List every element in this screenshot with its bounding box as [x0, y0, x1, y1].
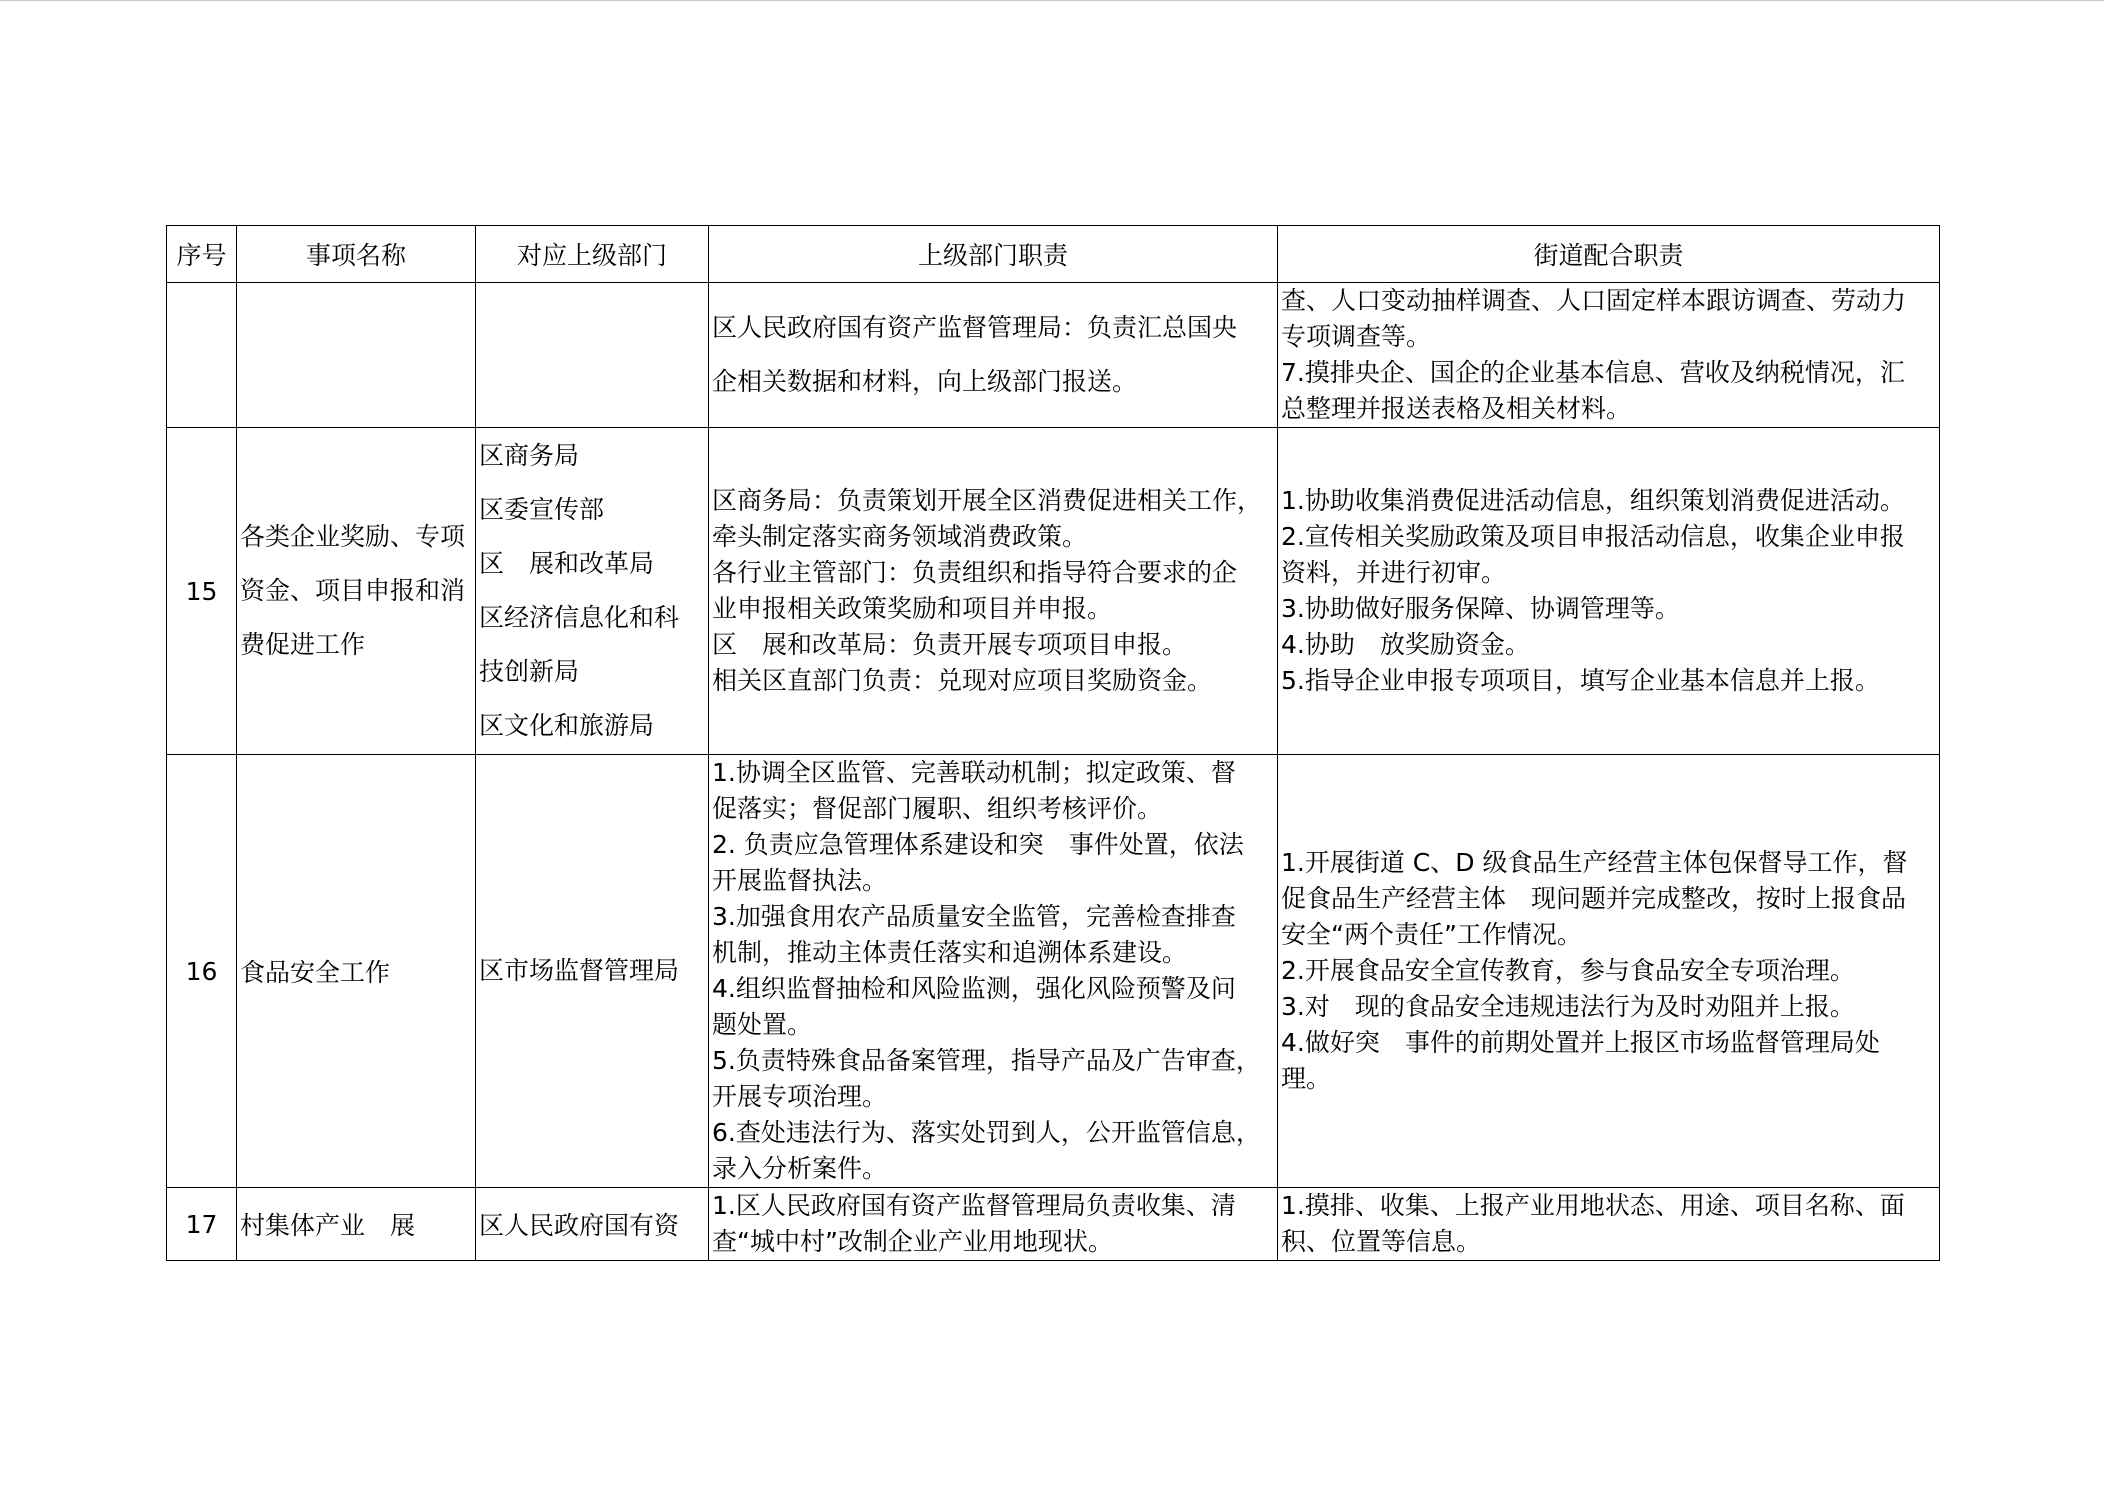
row-number: 15 — [167, 428, 237, 755]
header-upper-department: 对应上级部门 — [476, 226, 709, 283]
department-name: 区市场监督管理局 — [479, 956, 680, 985]
header-item-name: 事项名称 — [237, 226, 476, 283]
item-name: 各类企业奖励、专项 资金、项目申报和消 费促进工作 — [237, 428, 476, 755]
street-duty: 查、人口变动抽样调查、人口固定样本跟访调查、劳动力 专项调查等。 7.摸排央企、国企的企业基本信息、营收及纳税情况，汇 总整理并报送表格及相关材料。 — [1278, 283, 1940, 428]
department-name: 区文化和旅游局 — [479, 711, 655, 740]
table-row — [167, 283, 1940, 428]
department-name: 技创新局 — [479, 657, 580, 686]
department-name: 区经济信息化和科 — [479, 603, 680, 632]
row-number: 17 — [167, 1188, 237, 1261]
department-name: 区 展和改革局 — [479, 549, 655, 578]
department-name: 区委宣传部 — [479, 495, 605, 524]
upper-department — [476, 755, 709, 1188]
item-name: 食品安全工作 — [237, 755, 476, 1188]
department-name: 区人民政府国有资 — [479, 1211, 680, 1240]
item-name — [237, 283, 476, 428]
upper-department — [476, 428, 709, 755]
table-row — [167, 1188, 1940, 1261]
page-top-rule — [0, 0, 2104, 1]
upper-duty: 1.区人民政府国有资产监督管理局负责收集、清 查“城中村”改制企业产业用地现状。 — [709, 1188, 1278, 1261]
row-number — [167, 283, 237, 428]
header-no: 序号 — [167, 226, 237, 283]
table-row — [167, 428, 1940, 755]
upper-duty: 1.协调全区监管、完善联动机制；拟定政策、督 促落实；督促部门履职、组织考核评价。 2. 负责应急管理体系建设和突 事件处置，依法 开展监督执法。 3.加强食用农产品质量安全监管，完善检查排查 机制，推动主体责任落实和追溯体系建设。 4.组织监督抽检和风险监测，强化风险预警及问 题处置。 5.负责特殊食品备案管理，指导产品及广告审查， 开展专项治理。 6.查处违法行为、落实处罚到人，公开监管信息， 录入分析案件。 — [709, 755, 1278, 1188]
upper-department — [476, 1188, 709, 1261]
row-number: 16 — [167, 755, 237, 1188]
header-row — [167, 226, 1940, 283]
header-upper-duty: 上级部门职责 — [709, 226, 1278, 283]
department-name: 区商务局 — [479, 441, 580, 470]
street-duty: 1.摸排、收集、上报产业用地状态、用途、项目名称、面 积、位置等信息。 — [1278, 1188, 1940, 1261]
header-street-duty: 街道配合职责 — [1278, 226, 1940, 283]
item-name: 村集体产业 展 — [237, 1188, 476, 1261]
duty-table — [166, 225, 1940, 1261]
upper-duty: 区商务局：负责策划开展全区消费促进相关工作， 牵头制定落实商务领域消费政策。 各行业主管部门：负责组织和指导符合要求的企 业申报相关政策奖励和项目并申报。 区 展和改革局：负责开展专项项目申报。 相关区直部门负责：兑现对应项目奖励资金。 — [709, 428, 1278, 755]
table-row — [167, 755, 1940, 1188]
street-duty: 1.开展街道 C、D 级食品生产经营主体包保督导工作，督 促食品生产经营主体 现问题并完成整改，按时上报食品 安全“两个责任”工作情况。 2.开展食品安全宣传教育，参与食品安全专项治理。 3.对 现的食品安全违规违法行为及时劝阻并上报。 4.做好突 事件的前期处置并上报区市场监督管理局处 理。 — [1278, 755, 1940, 1188]
upper-department — [476, 283, 709, 428]
street-duty: 1.协助收集消费促进活动信息，组织策划消费促进活动。 2.宣传相关奖励政策及项目申报活动信息，收集企业申报 资料，并进行初审。 3.协助做好服务保障、协调管理等。 4.协助 放奖励资金。 5.指导企业申报专项项目，填写企业基本信息并上报。 — [1278, 428, 1940, 755]
upper-duty: 区人民政府国有资产监督管理局：负责汇总国央 企相关数据和材料，向上级部门报送。 — [709, 283, 1278, 428]
